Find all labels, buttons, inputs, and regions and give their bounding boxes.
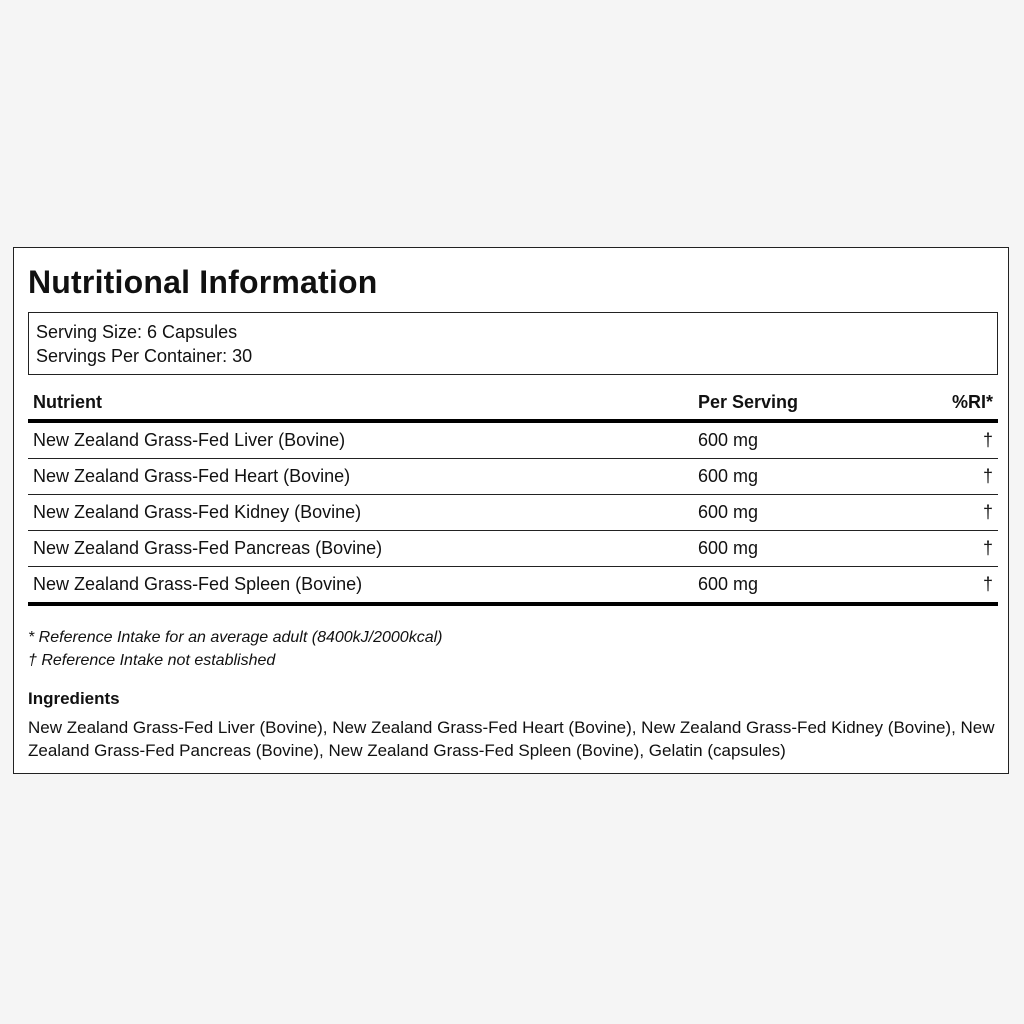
row-ri: † <box>982 574 993 594</box>
serving-info-box <box>28 312 998 375</box>
row-ri: † <box>982 430 993 450</box>
row-amount: 600 mg <box>698 574 759 594</box>
footnotes <box>28 626 442 672</box>
table-row <box>28 495 998 531</box>
row-nutrient: New Zealand Grass-Fed Spleen (Bovine) <box>33 574 363 594</box>
row-ri: † <box>982 538 993 558</box>
row-nutrient: New Zealand Grass-Fed Kidney (Bovine) <box>33 502 362 522</box>
row-amount: 600 mg <box>698 430 759 450</box>
ingredients-list: New Zealand Grass-Fed Liver (Bovine), New Zealand Grass-Fed Heart (Bovine), New Zealand Grass-Fed Kidney (Bovine), New Zealand Grass-Fed Pancreas (Bovine), New Zealand Grass-Fed Spleen (Bovine), Gelatin (capsules) <box>28 718 995 760</box>
serving-size: Serving Size: 6 Capsules <box>36 322 238 342</box>
row-nutrient: New Zealand Grass-Fed Heart (Bovine) <box>33 466 351 486</box>
nutrient-table <box>28 388 998 606</box>
panel-title: Nutritional Information <box>28 264 378 300</box>
nutrition-panel <box>13 247 1009 774</box>
servings-per-container: Servings Per Container: 30 <box>36 346 253 366</box>
row-ri: † <box>982 502 993 522</box>
ingredients-heading: Ingredients <box>28 689 120 708</box>
row-amount: 600 mg <box>698 502 759 522</box>
table-row <box>28 531 998 567</box>
header-nutrient: Nutrient <box>33 392 102 412</box>
header-per-serving: Per Serving <box>698 392 799 412</box>
header-ri: %RI* <box>951 392 993 412</box>
row-amount: 600 mg <box>698 466 759 486</box>
footnote-dagger: † Reference Intake not established <box>28 652 276 669</box>
table-row <box>28 459 998 495</box>
table-header <box>28 388 998 423</box>
row-ri: † <box>982 466 993 486</box>
row-nutrient: New Zealand Grass-Fed Pancreas (Bovine) <box>33 538 383 558</box>
footnote-ri: * Reference Intake for an average adult (8400kJ/2000kcal) <box>28 629 443 646</box>
table-row <box>28 423 998 459</box>
row-amount: 600 mg <box>698 538 759 558</box>
row-nutrient: New Zealand Grass-Fed Liver (Bovine) <box>33 430 346 450</box>
table-row <box>28 567 998 606</box>
